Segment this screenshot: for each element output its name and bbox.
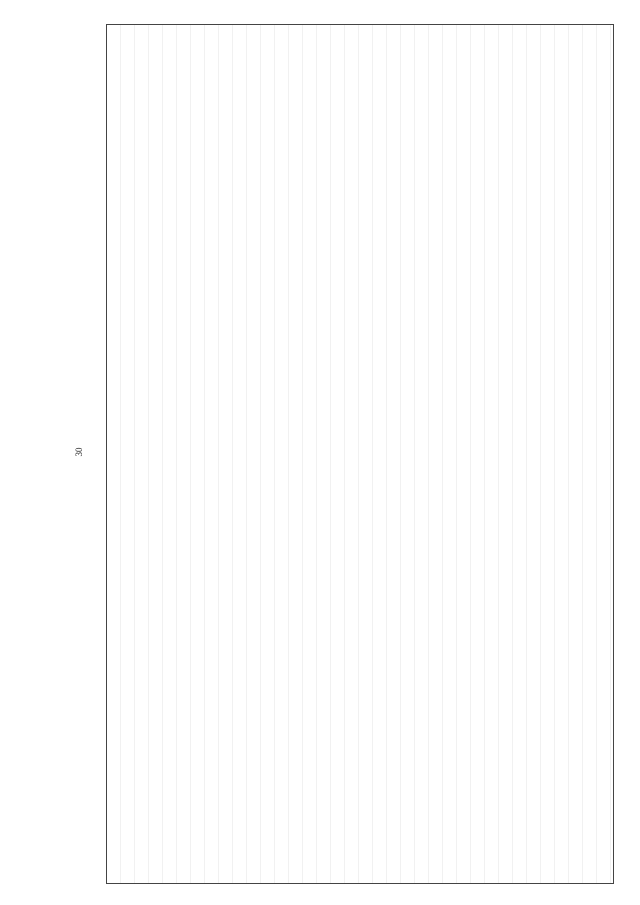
table-body-placeholder (107, 25, 613, 883)
rotated-table-sheet (106, 24, 614, 884)
page-number: 30 (74, 447, 84, 457)
